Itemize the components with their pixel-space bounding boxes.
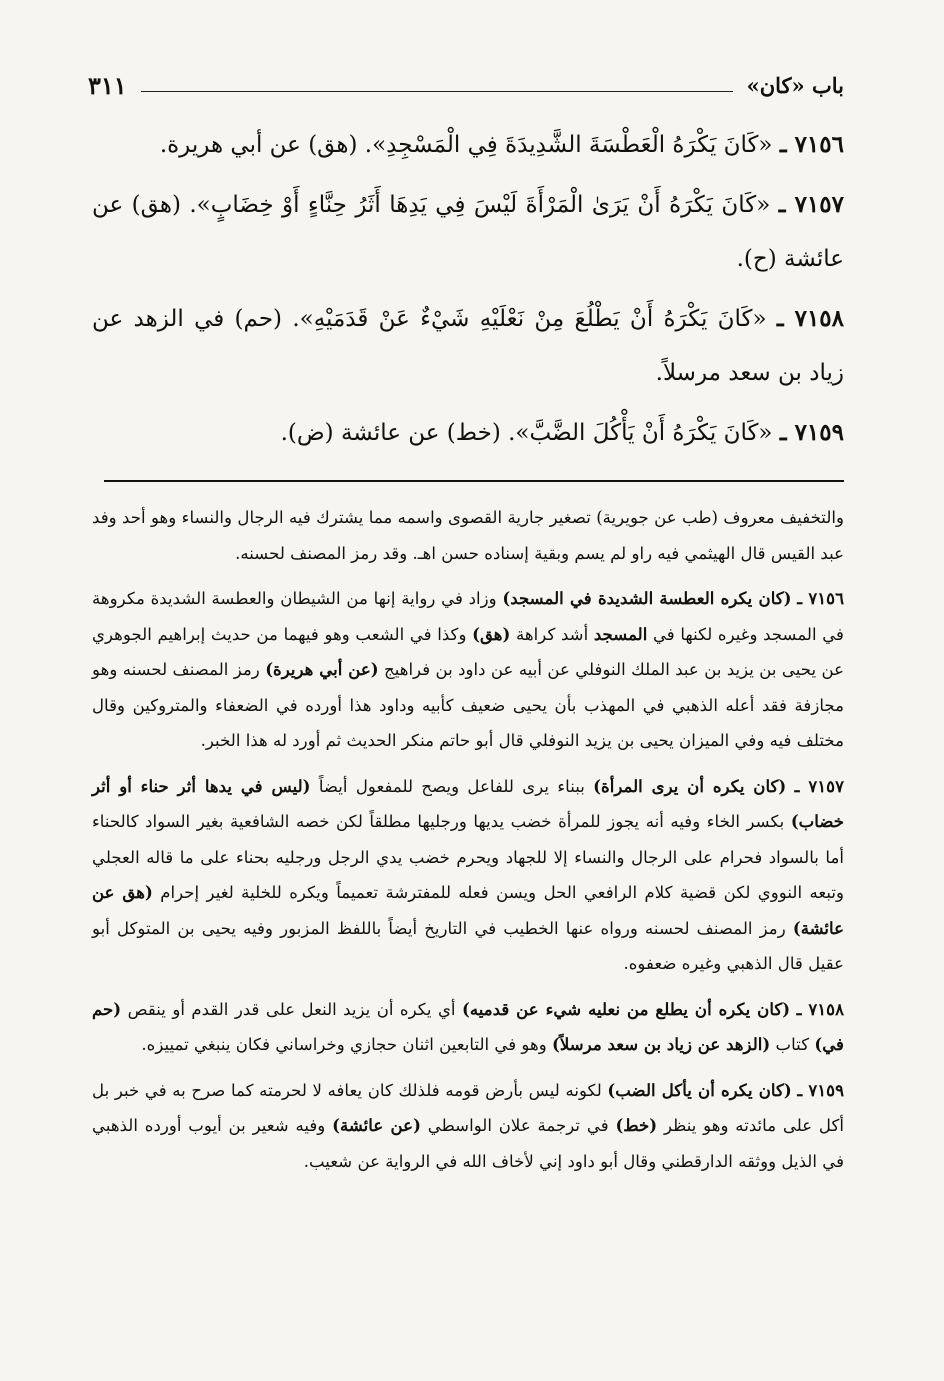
note-text: ببناء يرى للفاعل ويصح للمفعول أيضاً bbox=[310, 776, 594, 796]
commentary-intro: والتخفيف معروف (طب عن جويرية) تصغير جارية القصوى واسمه مما يشترك فيه الرجال والنساء وهو أحد وفد عبد القيس قال الهيثمي فيه راو لم يسم وبقية إسناده حسن اهـ. وقد رمز المصنف لحسنه. bbox=[92, 508, 844, 563]
hadith-number: ٧١٥٦ ـ bbox=[779, 131, 844, 158]
note-text: أي يكره أن يزيد النعل على قدر القدم أو ينقص bbox=[121, 999, 462, 1019]
note-bold: (خط) bbox=[615, 1115, 658, 1135]
hadith-source: (هق) عن عائشة (ح). bbox=[92, 192, 844, 272]
note-number: ٧١٥٧ ـ bbox=[794, 775, 844, 796]
hadith-number: ٧١٥٧ ـ bbox=[778, 191, 844, 218]
hadith-text: «كَانَ يَكْرَهُ أَنْ يَأْكُلَ الضَّبَّ». bbox=[508, 420, 773, 446]
running-header bbox=[88, 60, 844, 104]
note-bold: (الزهد عن زياد بن سعد مرسلاً) bbox=[552, 1034, 771, 1054]
hadith-source: (حم) في الزهد عن زياد بن سعد مرسلاً. bbox=[92, 306, 844, 386]
commentary bbox=[92, 500, 844, 1189]
footnote-divider bbox=[104, 480, 844, 482]
note-bold: (كان يكره أن يأكل الضب) bbox=[607, 1079, 792, 1100]
note-text: وزاد في رواية إنها من الشيطان والعطسة الشديدة مكروهة في المسجد وغيره لكنها في bbox=[92, 589, 844, 644]
note-bold: (ليس في يدها أثر حناء أو أثر خضاب) bbox=[92, 775, 844, 831]
note-text: في ترجمة علان الواسطي bbox=[420, 1116, 616, 1135]
note-bold: (حم في) bbox=[92, 998, 844, 1054]
note-bold: (كان يكره أن يطلع من نعليه شيء عن قدميه) bbox=[461, 998, 791, 1019]
hadith-text: «كَانَ يَكْرَهُ أَنْ يَرَىٰ الْمَرْأَةَ لَيْسَ فِي يَدِهَا أَثَرُ حِنَّاءٍ أَوْ خِضَابٍ». bbox=[189, 192, 771, 218]
note-text: رمز المصنف لحسنه ورواه عنها الخطيب في التاريخ أيضاً باللفظ المزبور وفيه يحيى بن المتوكل أبو عقيل قال الذهبي وغيره ضعفوه. bbox=[92, 918, 844, 973]
note-text: أشد كراهة bbox=[510, 624, 594, 644]
commentary-7157 bbox=[92, 769, 844, 982]
note-text: وفيه شعير بن أيوب أورده الذهبي في الذيل ووثقه الدارقطني وقال أبو داود إني لأخاف الله في الرواية عن شعيب. bbox=[92, 1116, 844, 1171]
note-text: لكونه ليس بأرض قومه فلذلك كان يعافه لا لحرمته كما صرح به في خبر بل أكل على مائدته وهو ينظر bbox=[92, 1080, 844, 1135]
chapter-title: باب «كان» bbox=[746, 73, 844, 98]
hadith-list bbox=[92, 118, 844, 466]
hadith-source: (خط) عن عائشة (ض). bbox=[280, 420, 509, 446]
note-bold: (كان يكره أن يرى المرأة) bbox=[593, 775, 787, 796]
commentary-7159 bbox=[92, 1073, 844, 1180]
note-text: رمز المصنف لحسنه وهو مجازفة فقد أعله الذهبي في المهذب بأن يحيى ضعيف كأبيه وداود هذا أورده في الضعفاء والمتروكين وقال مختلف فيه وفي الميزان يحيى بن يزيد النوفلي قال أبو حاتم منكر الحديث ثم أورد له هذا الخبر. bbox=[92, 660, 844, 750]
commentary-7158 bbox=[92, 992, 844, 1063]
note-bold: (كان يكره العطسة الشديدة في المسجد) bbox=[502, 588, 792, 608]
header-rule bbox=[141, 91, 733, 92]
hadith-text: «كَانَ يَكْرَهُ أَنْ يَطْلُعَ مِنْ نَعْلَيْهِ شَيْءٌ عَنْ قَدَمَيْهِ». bbox=[292, 306, 767, 332]
page-number: ٣١١ bbox=[88, 71, 127, 100]
hadith-number: ٧١٥٩ ـ bbox=[779, 419, 844, 446]
hadith-source: (هق) عن أبي هريرة. bbox=[159, 132, 365, 158]
note-bold: (هق عن عائشة) bbox=[92, 882, 844, 938]
note-text: وكذا في الشعب وهو فيهما من حديث إبراهيم الجوهري عن يحيى بن يزيد بن عبد الملك النوفلي عن أبيه عن داود بن فراهيج bbox=[92, 624, 844, 679]
note-number: ٧١٥٩ ـ bbox=[797, 1079, 844, 1100]
note-bold: (هق) bbox=[472, 623, 511, 644]
commentary-7156 bbox=[92, 581, 844, 759]
hadith-7158 bbox=[92, 292, 844, 400]
note-number: ٧١٥٦ ـ bbox=[797, 588, 845, 608]
hadith-7157 bbox=[92, 178, 844, 286]
note-text: وهو في التابعين اثنان حجازي وخراساني فكان ينبغي تمييزه. bbox=[141, 1035, 553, 1054]
note-number: ٧١٥٨ ـ bbox=[796, 998, 845, 1019]
note-bold: المسجد bbox=[593, 623, 648, 644]
hadith-7156 bbox=[92, 118, 844, 172]
hadith-number: ٧١٥٨ ـ bbox=[776, 305, 845, 332]
note-text: بكسر الخاء وفيه أنه يجوز للمرأة خضب يديها ورجليها مطلقاً لكن خصه الشافعية بغير السواد كالحناء أما بالسواد فحرام على الرجال والنساء إلا للجهاد ويحرم خضب يدي الرجل ورجليه بحناء على ما قاله العجلي وتبعه النووي لكن قضية كلام الرافعي الحل ويسن فعله للمفترشة تعميماً ويكره للخلية لغير إحرام bbox=[92, 812, 844, 902]
hadith-7159 bbox=[92, 406, 844, 460]
note-text: كتاب bbox=[770, 1035, 815, 1054]
note-bold: (عن عائشة) bbox=[332, 1115, 421, 1135]
hadith-text: «كَانَ يَكْرَهُ الْعَطْسَةَ الشَّدِيدَةَ فِي الْمَسْجِدِ». bbox=[364, 132, 773, 158]
note-bold: (عن أبي هريرة) bbox=[265, 659, 379, 679]
